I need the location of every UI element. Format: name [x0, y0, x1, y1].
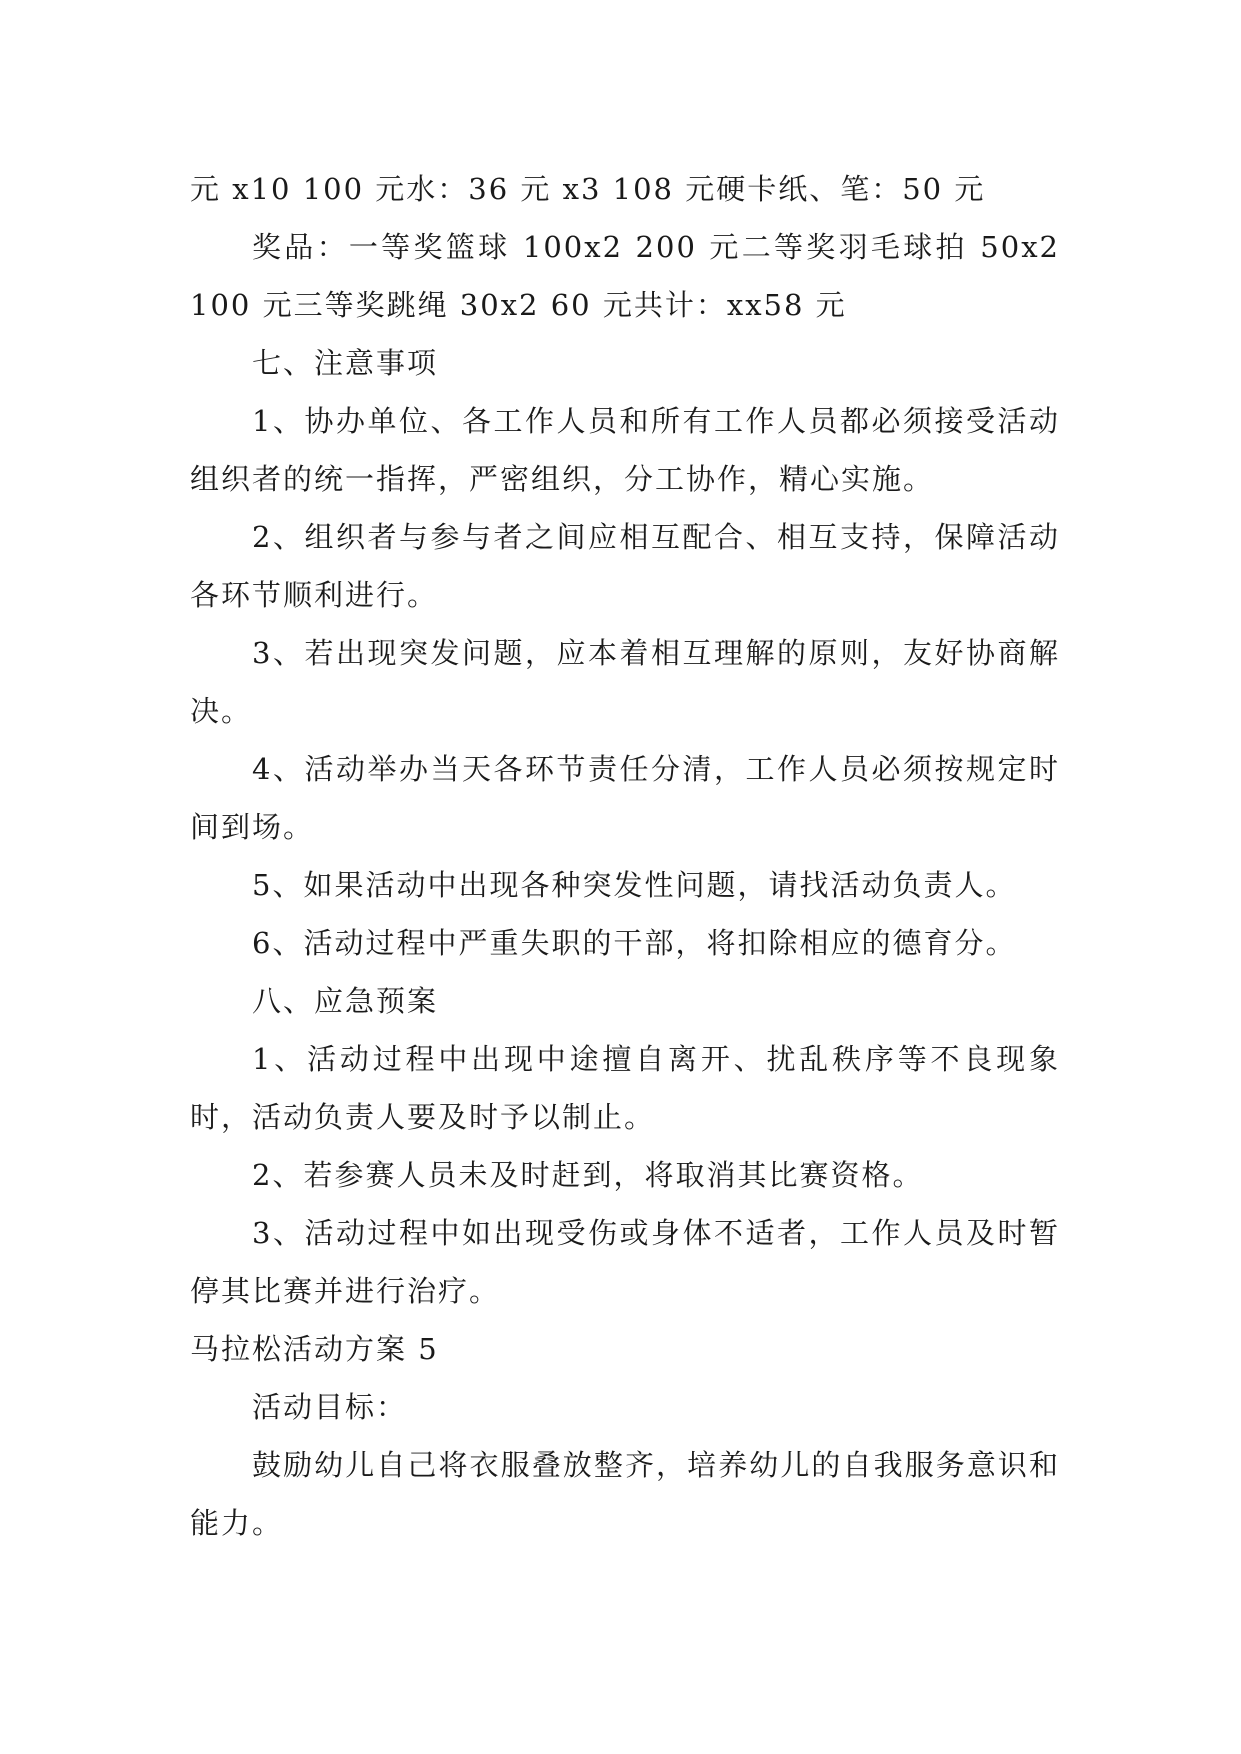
emergency-item-1: 1、活动过程中出现中途擅自离开、扰乱秩序等不良现象时，活动负责人要及时予以制止。: [190, 1042, 1060, 1134]
budget-line: 元 x10 100 元水：36 元 x3 108 元硬卡纸、笔：50 元: [190, 172, 986, 206]
objectives-heading: 活动目标：: [252, 1390, 408, 1424]
section-heading-emergency: 八、应急预案: [252, 984, 439, 1018]
emergency-item-2: 2、若参赛人员未及时赶到，将取消其比赛资格。: [252, 1158, 924, 1192]
plan-title: 马拉松活动方案 5: [190, 1332, 439, 1366]
notes-item-2: 2、组织者与参与者之间应相互配合、相互支持，保障活动各环节顺利进行。: [190, 520, 1060, 612]
emergency-item-3: 3、活动过程中如出现受伤或身体不适者，工作人员及时暂停其比赛并进行治疗。: [190, 1216, 1060, 1308]
prizes-paragraph: 奖品：一等奖篮球 100x2 200 元二等奖羽毛球拍 50x2 100 元三等奖跳绳 30x2 60 元共计：xx58 元: [190, 230, 1060, 322]
notes-item-1: 1、协办单位、各工作人员和所有工作人员都必须接受活动组织者的统一指挥，严密组织，分工协作，精心实施。: [190, 404, 1060, 496]
objectives-paragraph: 鼓励幼儿自己将衣服叠放整齐，培养幼儿的自我服务意识和能力。: [190, 1448, 1060, 1540]
section-heading-notes: 七、注意事项: [252, 346, 439, 380]
document-body: [190, 160, 1060, 1552]
notes-item-4: 4、活动举办当天各环节责任分清，工作人员必须按规定时间到场。: [190, 752, 1060, 844]
notes-item-3: 3、若出现突发问题，应本着相互理解的原则，友好协商解决。: [190, 636, 1060, 728]
notes-item-6: 6、活动过程中严重失职的干部，将扣除相应的德育分。: [252, 926, 1017, 960]
notes-item-5: 5、如果活动中出现各种突发性问题，请找活动负责人。: [252, 868, 1017, 902]
